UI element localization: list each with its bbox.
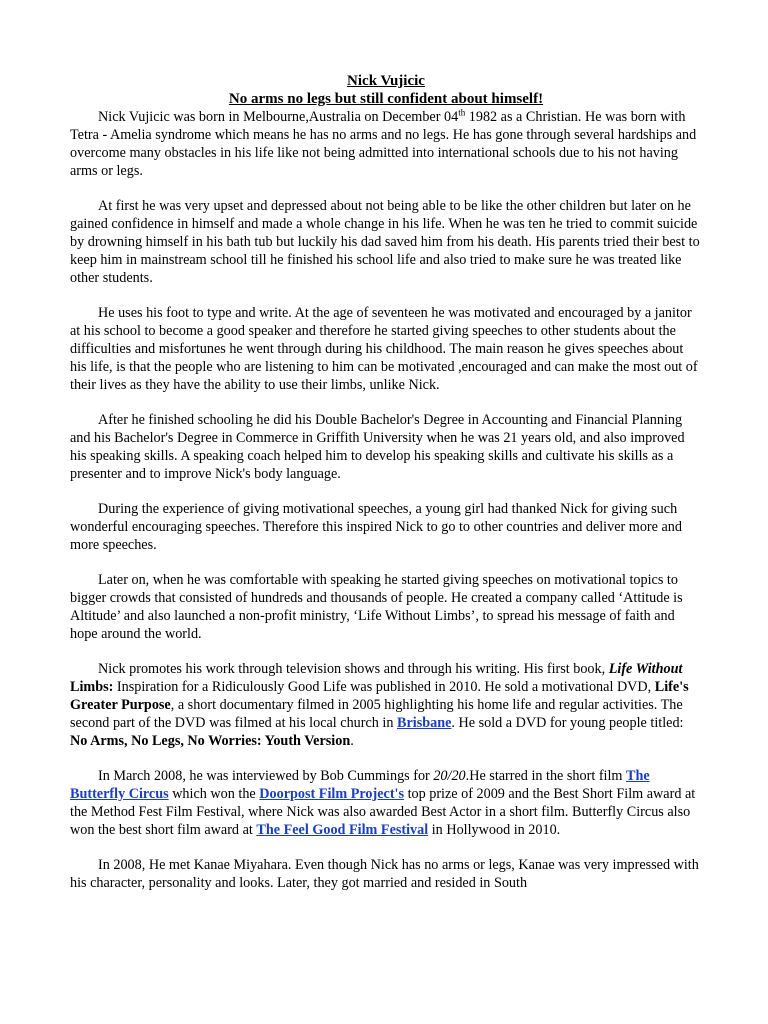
dvd-title: Life's Greater Purpose [70, 679, 689, 713]
paragraph-confidence: At first he was very upset and depressed about not being able to be like the other children but later on he gained confidence in himself and made a whole change in his life. When he was ten he tried to commit suicide by drowning himself in his bath tub but luckily his dad saved him from his death. His parents tried their best to keep him in mainstream school till he finished his school life and also tried to make sure he was treated like other students. [70, 198, 700, 286]
paragraph-text: which won the [168, 786, 260, 802]
superscript-th: th [458, 107, 466, 118]
paragraph-text: .He starred in the short film [465, 768, 627, 784]
doorpost-link[interactable]: Doorpost Film Project's [259, 786, 405, 802]
document-page [70, 72, 702, 909]
document-title: Nick Vujicic [347, 73, 425, 89]
book-title-bold: Limbs: [70, 679, 114, 695]
paragraph-inspiration: During the experience of giving motivational speeches, a young girl had thanked Nick for giving such wonderful encouraging speeches. Therefore this inspired Nick to go to other countries and deliver more and more speeches. [70, 501, 682, 553]
show-title: 20/20 [433, 768, 466, 784]
paragraph-marriage: In 2008, He met Kanae Miyahara. Even though Nick has no arms or legs, Kanae was very impressed with his character, personality and looks. Later, they got married and resided in South [70, 857, 699, 891]
paragraph-media [70, 660, 702, 750]
feel-good-festival-link[interactable]: The Feel Good Film Festival [256, 822, 429, 838]
paragraph-text: . [350, 733, 354, 749]
paragraph-text: Nick Vujicic was born in Melbourne,Australia on December 04 [98, 109, 459, 125]
book-title-italic: Life Without [608, 661, 683, 677]
paragraph-speaking: He uses his foot to type and write. At the age of seventeen he was motivated and encouraged by a janitor at his school to become a good speaker and therefore he started giving speeches to other students about the difficulties and misfortunes he went through during his childhood. The main reason he gives speeches about his life, is that the people who are listening to him can be motivated ,encouraged and can make the most out of their lives as they have the ability to use their limbs, unlike Nick. [70, 305, 698, 393]
paragraph-text: In March 2008, he was interviewed by Bob Cummings for [98, 768, 434, 784]
paragraph-text: top prize of 2009 and the Best Short Film award at the Method Fest Film Festival, where Nick was also awarded Best Actor in a short film. Butterfly Circus also won the best short film award at [70, 786, 696, 838]
paragraph-text: 1982 as a Christian. He was born with Tetra - Amelia syndrome which means he has no arms and no legs. He has gone through several hardships and overcome many obstacles in his life like not being admitted into international schools due to his not having arms or legs. [70, 109, 697, 179]
paragraph-company: Later on, when he was comfortable with speaking he started giving speeches on motivational topics to bigger crowds that consisted of hundreds and thousands of people. He created a company called ‘Attitude is Altitude’ and also launched a non-profit ministry, ‘Life Without Limbs’, to spread his message of faith and hope around the world. [70, 572, 683, 642]
paragraph-text: Inspiration for a Ridiculously Good Life was published in 2010. He sold a motivational DVD, [113, 679, 655, 695]
butterfly-circus-link[interactable]: The Butterfly Circus [70, 768, 650, 802]
brisbane-link[interactable]: Brisbane [397, 715, 452, 731]
paragraph-text: , a short documentary filmed in 2005 highlighting his home life and regular activities. The second part of the DVD was filmed at his local church in [70, 697, 683, 731]
document-subtitle: No arms no legs but still confident about himself! [228, 91, 544, 107]
paragraph-text: . He sold a DVD for young people titled: [451, 715, 684, 731]
paragraph-birth [70, 108, 702, 180]
paragraph-film [70, 767, 702, 839]
paragraph-text: Nick promotes his work through television shows and through his writing. His first book, [98, 661, 609, 677]
paragraph-education: After he finished schooling he did his Double Bachelor's Degree in Accounting and Financial Planning and his Bachelor's Degree in Commerce in Griffith University when he was 21 years old, and also improved his speaking skills. A speaking coach helped him to develop his speaking skills and cultivate his skills as a presenter and to improve Nick's body language. [70, 412, 685, 482]
paragraph-text: in Hollywood in 2010. [428, 822, 561, 838]
youth-dvd-title: No Arms, No Legs, No Worries: Youth Version [70, 733, 351, 749]
